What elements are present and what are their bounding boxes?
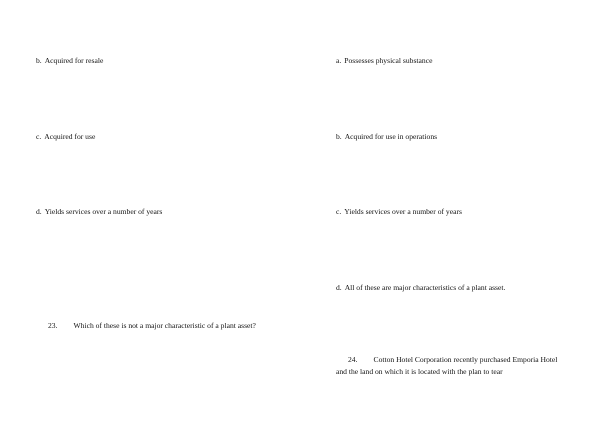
option-letter: b. [36,56,42,65]
question-number: 24. [348,355,358,364]
option-letter: c. [336,207,342,216]
left-option-b [36,55,103,66]
left-option-c [36,131,95,142]
right-option-b [336,131,437,142]
option-text: Acquired for use [44,132,96,141]
left-option-d [36,206,162,217]
option-text: Yields services over a number of years [44,207,163,216]
option-letter: b. [336,132,342,141]
question-text: Which of these is not a major characteristic of a plant asset? [73,321,256,330]
option-letter: d. [36,207,42,216]
option-text: Acquired for resale [44,56,104,65]
option-text: Yields services over a number of years [344,207,462,216]
option-text: All of these are major characteristics of a plant asset. [344,283,506,292]
right-option-a [336,55,432,66]
question-number: 23. [48,321,58,330]
option-text: Possesses physical substance [344,56,433,65]
option-letter: d. [336,283,342,292]
right-option-c [336,206,462,217]
question-24 [336,354,568,377]
question-23 [36,320,274,332]
option-letter: a. [336,56,342,65]
question-text: Cotton Hotel Corporation recently purchased Emporia Hotel and the land on which it is located with the plan to tear [336,355,558,376]
right-option-d [336,282,505,293]
option-letter: c. [36,132,42,141]
option-text: Acquired for use in operations [344,132,438,141]
